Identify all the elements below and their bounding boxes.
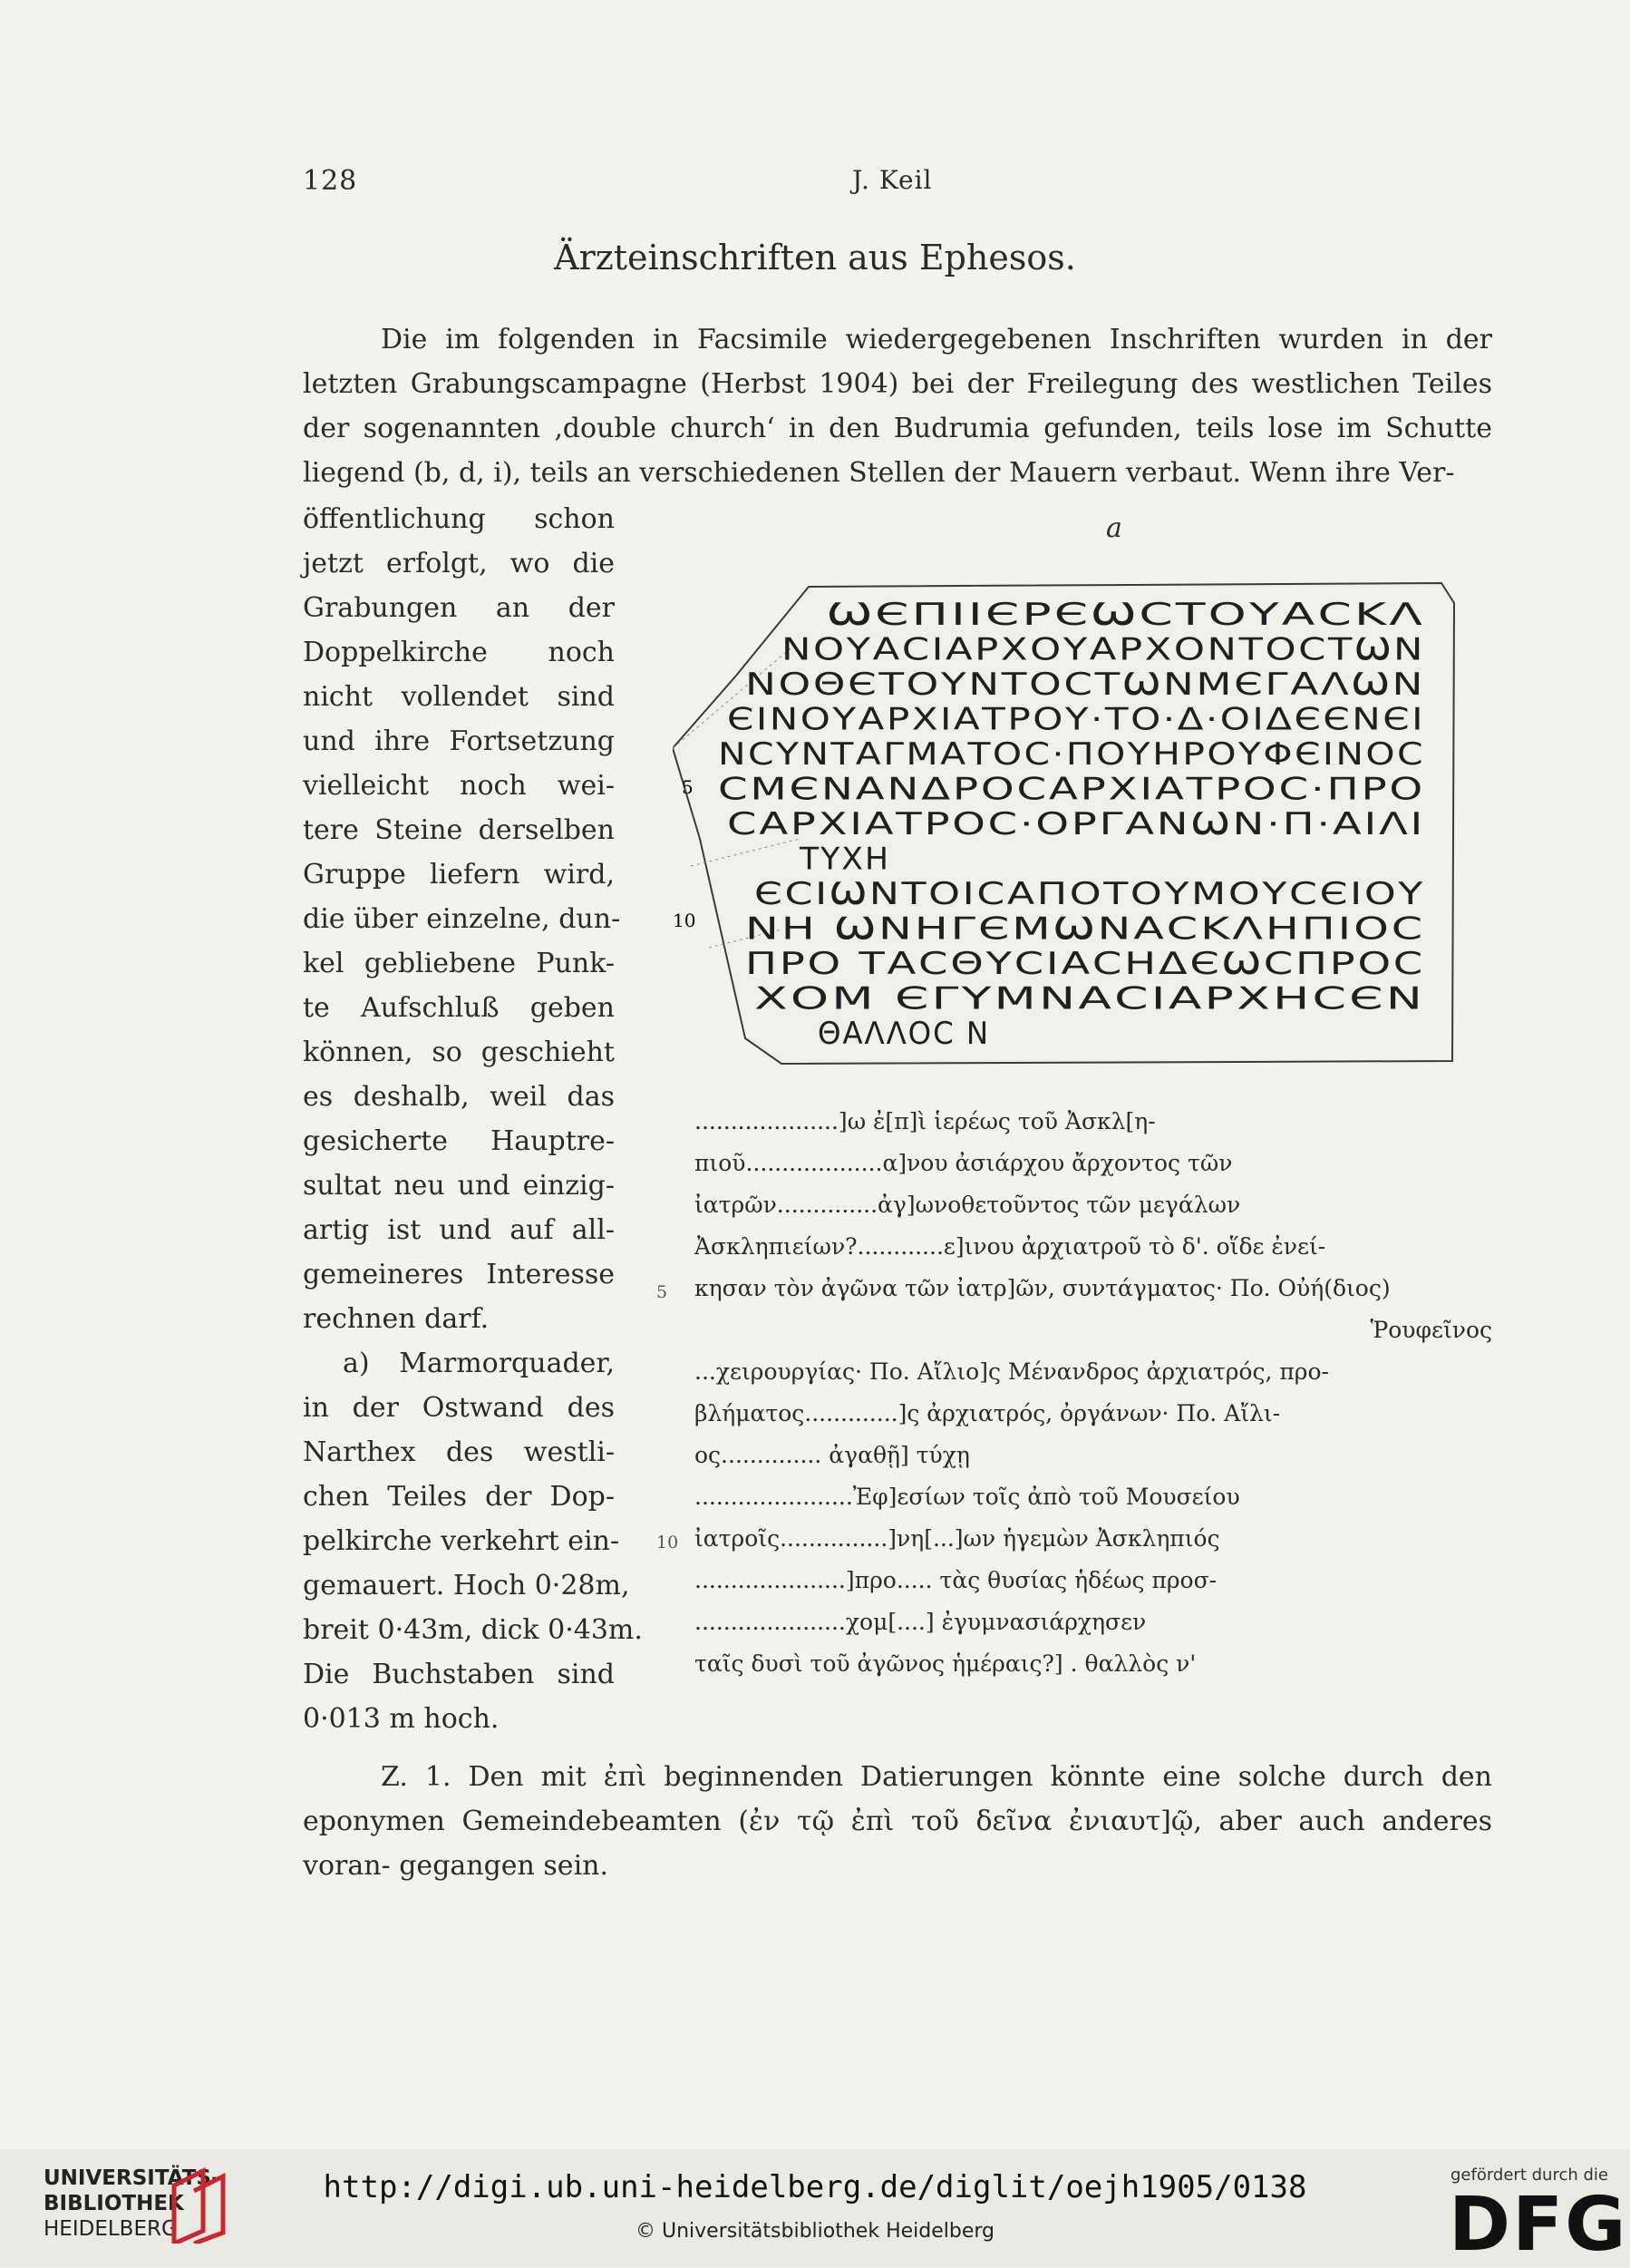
library-line-2: BIBLIOTHEK: [44, 2192, 184, 2215]
transcription-line: [694, 1351, 1492, 1393]
commentary-text: Z. 1. Den mit ἐπὶ beginnenden Datierungen könnte eine solche durch den eponymen Gemeindebeamten (ἐν τῷ ἐπὶ τοῦ δεῖνα ἐνιαυτ]ῷ, aber auch anderes voran- gegangen sein.: [303, 1761, 1492, 1882]
transcription-line-number: 10: [656, 1533, 679, 1553]
left-column-line: gesicherte Hauptre-: [303, 1125, 615, 1157]
transcription-line: [694, 1184, 1492, 1226]
left-column-line: rechnen darf.: [303, 1303, 490, 1335]
left-column-line: nicht vollendet sind: [303, 681, 615, 713]
left-column-line: pelkirche verkehrt ein-: [303, 1525, 620, 1557]
transcription-text: .....................χομ[....] ἐγυμνασιάρχησεν: [694, 1609, 1147, 1635]
transcription-text: Ῥουφεῖνος: [1370, 1317, 1492, 1343]
transcription-line: [694, 1560, 1492, 1601]
stone-inscription-line: CΜЄΝΑΝΔΡΟCΑΡΧΙΑΤΡΟC·ΠΡΟ: [718, 771, 1425, 808]
left-column-line: Die Buchstaben sind: [303, 1659, 615, 1690]
left-column-line: Gruppe liefern wird,: [303, 859, 615, 891]
left-column-line: Narthex des westli-: [303, 1436, 615, 1468]
running-head: J. Keil: [852, 165, 933, 195]
transcription-text: Ἀσκληπιείων?............ε]ινου ἀρχιατροῦ τὸ δ'. οἵδε ἐνεί-: [694, 1233, 1326, 1260]
copyright-notice: © Universitätsbibliothek Heidelberg: [635, 2220, 994, 2243]
left-column-line: breit 0·43m, dick 0·43m.: [303, 1614, 643, 1646]
commentary-paragraph: [303, 1755, 1492, 1888]
library-line-1: UNIVERSITÄTS-: [44, 2166, 220, 2190]
left-column-line: vielleicht noch wei-: [303, 770, 615, 802]
left-column-line: 0·013 m hoch.: [303, 1703, 500, 1735]
left-column-line: Doppelkirche noch: [303, 637, 615, 668]
stone-inscription-line: ΝΗ ѠΝΗΓЄΜѠΝΑCΚΛΗΠΙΟC: [745, 910, 1425, 948]
page-number: 128: [303, 165, 358, 197]
intro-paragraph: [303, 317, 1492, 495]
transcription-line: [656, 1518, 1492, 1560]
figure-label: a: [1106, 512, 1122, 544]
left-column-line: sultat neu und einzig-: [303, 1170, 615, 1202]
transcription-line: [694, 1393, 1492, 1435]
library-line-3: HEIDELBERG: [44, 2217, 178, 2241]
left-column-line: kel gebliebene Punk-: [303, 948, 615, 979]
funding-note: gefördert durch die: [1451, 2166, 1608, 2185]
left-column-line: können, so geschieht: [303, 1037, 615, 1068]
stone-text-lines: [718, 597, 1425, 1052]
left-column-line: gemeineres Interesse: [303, 1259, 615, 1290]
left-column-text: [303, 497, 643, 1741]
transcription-line: [694, 1309, 1492, 1351]
stone-inscription-line: ΝΟΘЄΤΟΥΝΤΟCΤѠΝΜЄΓΑΛѠΝ: [745, 667, 1425, 703]
transcription-text: .....................]προ..... τὰς θυσίας ἡδέως προσ-: [694, 1567, 1218, 1593]
transcription-text: πιοῦ...................α]νου ἀσιάρχου ἄρχοντος τῶν: [694, 1150, 1233, 1176]
stone-inscription-line: ѠЄΠΙΙЄΡЄѠCΤΟΥΑCΚΛ: [827, 597, 1425, 633]
transcription-text: ος.............. ἀγαθῇ] τύχῃ: [694, 1442, 970, 1468]
stone-drawing: [673, 567, 1458, 1075]
transcription-text: κησαν τὸν ἀγῶνα τῶν ἰατρ]ῶν, συντάγματος· Πο. Οὐή(διος): [694, 1275, 1391, 1301]
left-column-line: Grabungen an der: [303, 592, 615, 624]
stone-inscription-line: ΘΑΛΛΟC Ν: [818, 1016, 990, 1052]
stone-inscription-line: ΤΥΧΗ: [798, 841, 890, 878]
transcription-line: [694, 1476, 1492, 1518]
left-column-line: tere Steine derselben: [303, 814, 615, 846]
stone-inscription-line: ЄCΙѠΝΤΟΙCΑΠΟΤΟΥΜΟΥCЄΙΟΥ: [754, 876, 1425, 912]
stone-inscription-line: ΝΟΥΑCΙΑΡΧΟΥΑΡΧΟΝΤΟCΤѠΝ: [781, 631, 1425, 668]
transcription-line: [694, 1101, 1492, 1143]
left-column-line: a) Marmorquader,: [343, 1348, 615, 1379]
transcription-line: [694, 1643, 1492, 1685]
left-column-line: jetzt erfolgt, wo die: [303, 548, 615, 579]
transcription-text: ἰατροῖς...............]νη[...]ων ἡγεμὼν Ἀσκληπιός: [694, 1525, 1220, 1552]
transcription-text: ταῖς δυσὶ τοῦ ἀγῶνος ἡμέραις?] . θαλλὸς ν': [694, 1650, 1197, 1677]
stone-inscription-line: ΠΡΟ ΤΑCΘΥCΙΑCΗΔЄѠCΠΡΟC: [745, 946, 1425, 982]
left-column-line: und ihre Fortsetzung: [303, 725, 615, 757]
left-column-line: gemauert. Hoch 0·28m,: [303, 1570, 630, 1601]
transcription-line: [694, 1435, 1492, 1476]
transcription-text: βλήματος.............]ς ἀρχιατρός, ὀργάνων· Πο. Αἴλι-: [694, 1400, 1281, 1426]
transcription-text: ...χειρουργίας· Πο. Αἴλιο]ς Μένανδρος ἀρχιατρός, προ-: [694, 1358, 1329, 1385]
left-column-line: es deshalb, weil das: [303, 1081, 615, 1113]
intro-text: Die im folgenden in Facsimile wiedergegebenen Inschriften wurden in der letzten Grabungscampagne (Herbst 1904) bei der Freilegung des westlichen Teiles der sogenannten ‚double church‘ in den Budrumia gefunden, teils lose im Schutte liegend (b, d, i), teils an verschiedenen Stellen der Mauern verbaut. Wenn ihre Ver-: [303, 324, 1492, 489]
facsimile-line-number-5: 5: [682, 776, 694, 798]
left-column-line: chen Teiles der Dop-: [303, 1481, 615, 1513]
stone-inscription-line: CΑΡΧΙΑΤΡΟC·ΟΡΓΑΝѠΝ·Π·ΑΙΛΙ: [727, 806, 1425, 842]
inscription-facsimile: [673, 567, 1458, 1075]
stone-inscription-line: ΧΟΜ ЄΓΥΜΝΑCΙΑΡΧΗCЄΝ: [754, 980, 1425, 1017]
left-column-line: in der Ostwand des: [303, 1392, 615, 1424]
transcription-line: [694, 1143, 1492, 1184]
stone-inscription-line: ΝCΥΝΤΑΓΜΑΤΟC·ΠΟΥΗΡΟΥΦЄΙΝΟC: [718, 736, 1425, 773]
transcription-line-number: 5: [656, 1282, 668, 1302]
greek-transcription: [656, 1101, 1492, 1685]
left-column-line: die über einzelne, dun-: [303, 903, 621, 935]
transcription-line: [694, 1601, 1492, 1643]
footer-bar: [0, 2149, 1630, 2267]
left-column-line: te Aufschluß geben: [303, 992, 615, 1024]
permalink[interactable]: http://digi.ub.uni-heidelberg.de/diglit/oejh1905/0138: [323, 2169, 1307, 2205]
transcription-line: [656, 1268, 1492, 1309]
transcription-text: ......................Ἐφ]εσίων τοῖς ἀπὸ τοῦ Μουσείου: [694, 1484, 1240, 1510]
transcription-text: ....................]ω ἐ[π]ὶ ἱερέως τοῦ Ἀσκλ[η-: [694, 1108, 1156, 1134]
transcription-line: [694, 1226, 1492, 1268]
article-title: Ärzteinschriften aus Ephesos.: [554, 238, 1076, 277]
transcription-text: ἰατρῶν..............ἀγ]ωνοθετοῦντος τῶν μεγάλων: [694, 1192, 1241, 1218]
dfg-logo: DFG: [1449, 2182, 1628, 2268]
left-column-line: öffentlichung schon: [303, 503, 615, 535]
stone-inscription-line: ЄΙΝΟΥΑΡΧΙΑΤΡΟΥ·ΤΟ·Δ·ΟΙΔЄЄΝЄΙ: [727, 701, 1425, 738]
left-column-line: artig ist und auf all-: [303, 1214, 615, 1246]
facsimile-line-number-10: 10: [673, 910, 696, 931]
